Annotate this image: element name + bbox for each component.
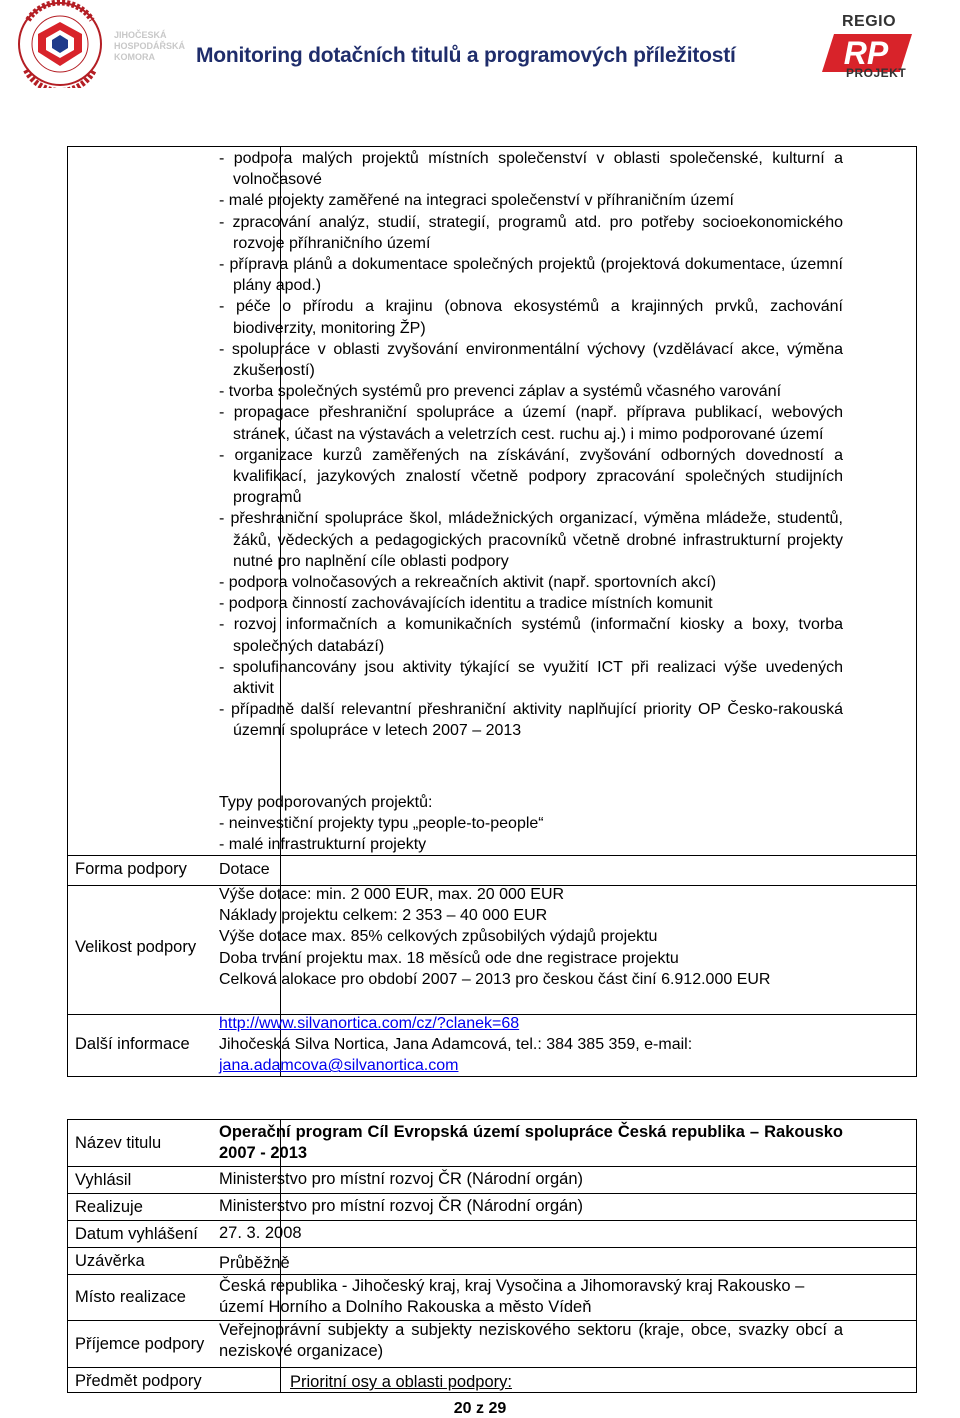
row-divider [68,1220,916,1221]
velikost-label: Velikost podpory [75,938,197,956]
contact-text: Jihočeská Silva Nortica, Jana Adamcová, tel.: 384 385 359, e-mail: [219,1036,693,1054]
vyhlasil-label: Vyhlásil [75,1171,132,1189]
dalsi-values [219,1013,843,1077]
row-divider [68,1367,916,1368]
prijemce-value: Veřejnoprávní subjekty a subjekty neziskového sektoru (kraje, obce, svazky obcí a neziskové organizace) [219,1321,843,1360]
chamber-logo-icon [8,0,113,88]
page-header [0,0,960,95]
row-divider [68,1247,916,1248]
predmet-value: Prioritní osy a oblasti podpory: [290,1373,512,1391]
types-heading: Typy podporovaných projektů: [219,794,433,811]
velikost-line: Celková alokace pro období 2007 – 2013 pro českou část činí 6.912.000 EUR [219,970,771,988]
list-item: - přeshraniční spolupráce škol, mládežnických organizací, výměna mládeže, studentů, žáků, vědeckých a pedagogických pracovníků včetně drobné infrastrukturní projekty nutné pro naplnění cíle oblasti podpory [219,510,843,570]
list-item: - zpracování analýz, studií, strategií, programů atd. pro potřeby socioekonomického rozvoje příhraničního území [219,213,843,252]
list-item: - příprava plánů a dokumentace společných projektů (projektová dokumentace, územní plány apod.) [219,256,843,295]
list-item: - podpora malých projektů místních společenství v oblasti společenské, kulturní a volnočasové [219,150,843,189]
list-item: - malé projekty zaměřené na integraci společenství v příhraničním území [219,192,734,210]
velikost-line: Náklady projektu celkem: 2 353 – 40 000 EUR [219,907,548,925]
list-item: - organizace kurzů zaměřených na získávání, zvyšování odborných dovedností a kvalifikací, jazykových znalostí včetně podpory zpracování společných studijních programů [219,446,843,507]
realizuje-label: Realizuje [75,1198,143,1216]
list-item: - spolupráce v oblasti zvyšování environmentální výchovy (vzdělávací akce, výměna zkušeností) [219,340,843,380]
program-link[interactable]: http://www.silvanortica.com/cz/?clanek=68 [219,1015,520,1032]
list-item: - spolufinancovány jsou aktivity týkající se využití ICT při realizaci výše uvedených aktivit [219,658,843,698]
svg-text:RP: RP [843,35,889,71]
velikost-line: Výše dotace: min. 2 000 EUR, max. 20 000 EUR [219,886,565,903]
prijemce-label: Příjemce podpory [75,1335,205,1353]
vyhlasil-value: Ministerstvo pro místní rozvoj ČR (Národní orgán) [219,1170,584,1188]
project-types [219,792,843,856]
predmet-label: Předmět podpory [75,1372,202,1390]
uzaverka-value: Průběžně [219,1254,290,1272]
activities-list [219,148,843,742]
forma-label: Forma podpory [75,860,187,878]
chamber-logo-text: JIHOČESKÁ HOSPODÁŘSKÁ KOMORA [114,30,186,62]
projekt-logo-text: PROJEKT [846,66,907,80]
list-item: - podpora činností zachovávajících identitu a tradice místních komunit [219,595,713,613]
datum-value: 27. 3. 2008 [219,1224,302,1242]
velikost-line: Doba trvání projektu max. 18 měsíců ode dne registrace projektu [219,949,679,967]
page-title: Monitoring dotačních titulů a programových příležitostí [196,44,736,67]
regio-logo-text: REGIO [842,13,897,30]
velikost-values [219,884,843,990]
row-divider [68,1274,916,1275]
row-divider [68,1193,916,1194]
list-item: - případně další relevantní přeshraniční aktivity naplňující priority OP Česko-rakouská územní spolupráce v letech 2007 – 2013 [219,701,843,740]
misto-value: Česká republika - Jihočeský kraj, kraj Vysočina a Jihomoravský kraj Rakousko – území Horního a Dolního Rakouska a město Vídeň [219,1277,805,1316]
nazev-value: Operační program Cíl Evropská území spolupráce Česká republika – Rakousko 2007 - 2013 [219,1123,843,1162]
page-number: 20 z 29 [453,1400,507,1417]
forma-value: Dotace [219,861,270,878]
list-item: - rozvoj informačních a komunikačních systémů (informační kiosky a boxy, tvorba společných databází) [219,616,843,655]
list-item: - malé infrastrukturní projekty [219,836,427,854]
email-link[interactable]: jana.adamcova@silvanortica.com [219,1057,459,1075]
dalsi-label: Další informace [75,1035,190,1053]
datum-label: Datum vyhlášení [75,1225,198,1243]
misto-label: Místo realizace [75,1288,186,1306]
nazev-label: Název titulu [75,1134,162,1152]
list-item: - propagace přeshraniční spolupráce a území (např. příprava publikací, webových stránek, účast na výstavách a veletrzích cest. ruchu aj.) i mimo podporované území [219,404,843,443]
realizuje-value: Ministerstvo pro místní rozvoj ČR (Národní orgán) [219,1197,584,1215]
velikost-line: Výše dotace max. 85% celkových způsobilých výdajů projektu [219,928,658,946]
uzaverka-label: Uzávěrka [75,1252,145,1270]
list-item: - neinvestiční projekty typu „people-to-people“ [219,815,544,833]
row-divider [68,1166,916,1167]
list-item: - péče o přírodu a krajinu (obnova ekosystémů a krajinných prvků, zachování biodiverzity, monitoring ŽP) [219,298,843,337]
list-item: - podpora volnočasových a rekreačních aktivit (např. sportovních akcí) [219,574,717,592]
list-item: - tvorba společných systémů pro prevenci záplav a systémů včasného varování [219,383,782,401]
